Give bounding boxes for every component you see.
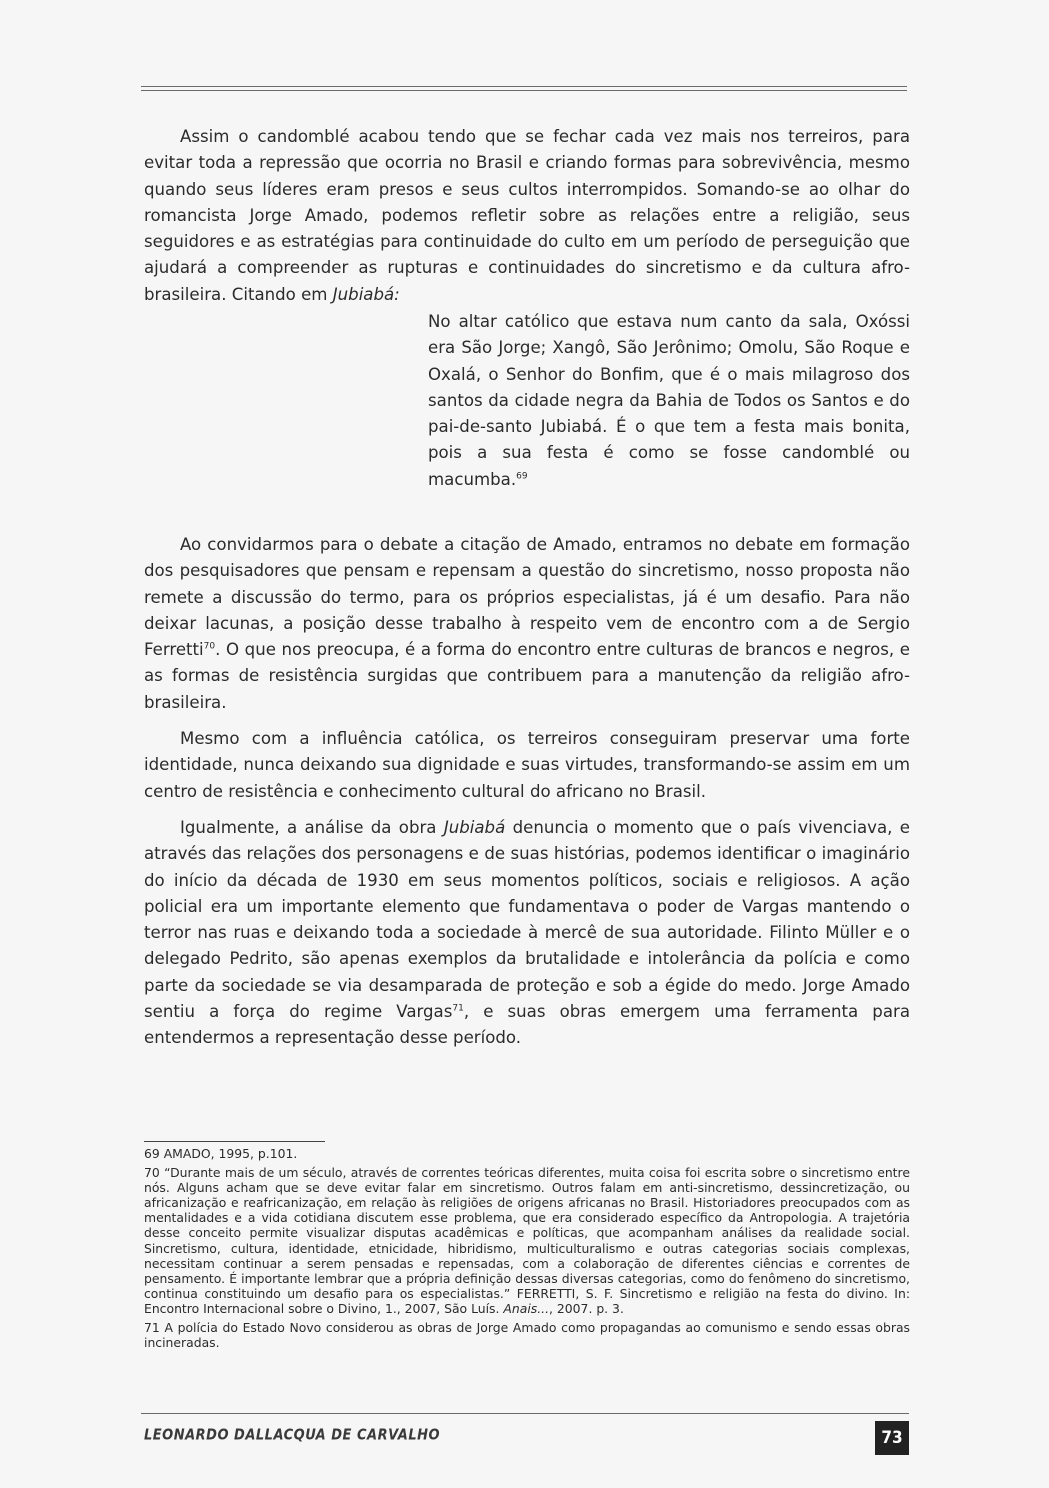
author-name: LEONARDO DALLACQUA DE CARVALHO xyxy=(144,1426,441,1445)
jubiaba-title-2: Jubiabá xyxy=(443,817,506,837)
footnote-ref-69[interactable]: 69 xyxy=(516,471,528,482)
paragraph-2-text-a: Ao convidarmos para o debate a citação de Amado, entramos no debate em formação dos pesquisadores que pensam e repensam a questão do sincretismo, nosso proposta não remete a discussão do termo, para os próprios especialistas, já é um desafio. Para não deixar lacunas, a posição desse trabalho à respeito vem de encontro com a de Sergio Ferretti xyxy=(144,535,910,660)
jubiaba-title: Jubiabá: xyxy=(332,284,400,304)
block-quote xyxy=(428,309,910,493)
main-body xyxy=(144,532,910,1052)
footer-rule xyxy=(141,1413,909,1414)
paragraph-4-text-b: denuncia o momento que o país vivenciava, e através das relações dos personagens e de suas histórias, podemos identificar o imaginário do início da década de 1930 em seus momentos políticos, sociais e religiosos. A ação policial era um importante elemento que fundamentava o poder de Vargas mantendo o terror nas ruas e deixando toda a sociedade à mercê de sua autoridade. Filinto Müller e o delegado Pedrito, são apenas exemplos da brutalidade e intolerância da polícia e como parte da sociedade se via desamparada de proteção e sob a égide do medo. Jorge Amado sentiu a força do regime Vargas xyxy=(144,817,910,1022)
footnote-separator xyxy=(144,1141,325,1142)
footnote-71: 71 A polícia do Estado Novo considerou as obras de Jorge Amado como propagandas ao comunismo e sendo essas obras incineradas. xyxy=(144,1320,910,1351)
footnote-70-text: 70 “Durante mais de um século, através de correntes teóricas diferentes, muita coisa foi escrita sobre o sincretismo entre nós. Alguns acham que se deve evitar falar em sincretismo. Outros falam em anti-sincretismo, dessincretização, ou africanização e reafricanização, em relação às religiões de origens africanas no Brasil. Historiadores preocupados com as mentalidades e a vida cotidiana discutem esse problema, que era considerado específico da Antropologia. A trajetória desse conceito permite visualizar disputas acadêmicas e políticas, que acompanham análises da realidade social. Sincretismo, cultura, identidade, etnicidade, hibridismo, multiculturalismo e outras categorias sociais complexas, necessitam continuar a serem pensadas e repensadas, com a colaboração de diferentes ciências e correntes de pensamento. É importante lembrar que a própria definição dessas diversas categorias, como do fenômeno do sincretismo, continua constituindo um desafio para os especialistas.” FERRETTI, S. F. Sincretismo e religião na festa do divino. In: Encontro Internacional sobre o Divino, 1., 2007, São Luís. xyxy=(144,1165,910,1316)
paragraph-1 xyxy=(144,124,910,308)
paragraph-4-text-a: Igualmente, a análise da obra xyxy=(180,817,444,837)
footnotes xyxy=(144,1146,910,1354)
paragraph-4-text-c: , e suas obras emergem uma ferramenta para entendermos a representação desse período. xyxy=(144,1002,910,1048)
footnote-70-anais: Anais... xyxy=(503,1300,550,1316)
paragraph-2-text-b: . O que nos preocupa, é a forma do encontro entre culturas de brancos e negros, e as formas de resistência surgidas que contribuem para a manutenção da religião afro-brasileira. xyxy=(144,640,910,712)
footnote-70 xyxy=(144,1165,910,1316)
page-number: 73 xyxy=(875,1421,909,1455)
footnote-ref-70[interactable]: 70 xyxy=(203,641,216,652)
quote-text: No altar católico que estava num canto da sala, Oxóssi era São Jorge; Xangô, São Jerônimo; Omolu, São Roque e Oxalá, o Senhor do Bonfim, que é o mais milagroso dos santos da cidade negra da Bahia de Todos os Santos e do pai-de-santo Jubiabá. É o que tem a festa mais bonita, pois a sua festa é como se fosse candomblé ou macumba. xyxy=(428,312,910,489)
footnote-69: 69 AMADO, 1995, p.101. xyxy=(144,1146,298,1161)
paragraph-2 xyxy=(144,532,910,716)
header-rule-bottom xyxy=(141,90,907,91)
header-rule-top xyxy=(141,86,907,87)
footnote-70-end: , 2007. p. 3. xyxy=(549,1300,624,1316)
paragraph-4 xyxy=(144,815,910,1052)
footnote-ref-71[interactable]: 71 xyxy=(452,1003,464,1014)
paragraph-1-text: Assim o candomblé acabou tendo que se fechar cada vez mais nos terreiros, para evitar toda a repressão que ocorria no Brasil e criando formas para sobrevivência, mesmo quando seus líderes eram presos e seus cultos interrompidos. Somando-se ao olhar do romancista Jorge Amado, podemos refletir sobre as relações entre a religião, seus seguidores e as estratégias para continuidade do culto em um período de perseguição que ajudará a compreender as rupturas e continuidades do sincretismo e da cultura afro-brasileira. Citando em xyxy=(144,127,910,304)
paragraph-3: Mesmo com a influência católica, os terreiros conseguiram preservar uma forte identidade, nunca deixando sua dignidade e suas virtudes, transformando-se assim em um centro de resistência e conhecimento cultural do africano no Brasil. xyxy=(144,729,910,801)
